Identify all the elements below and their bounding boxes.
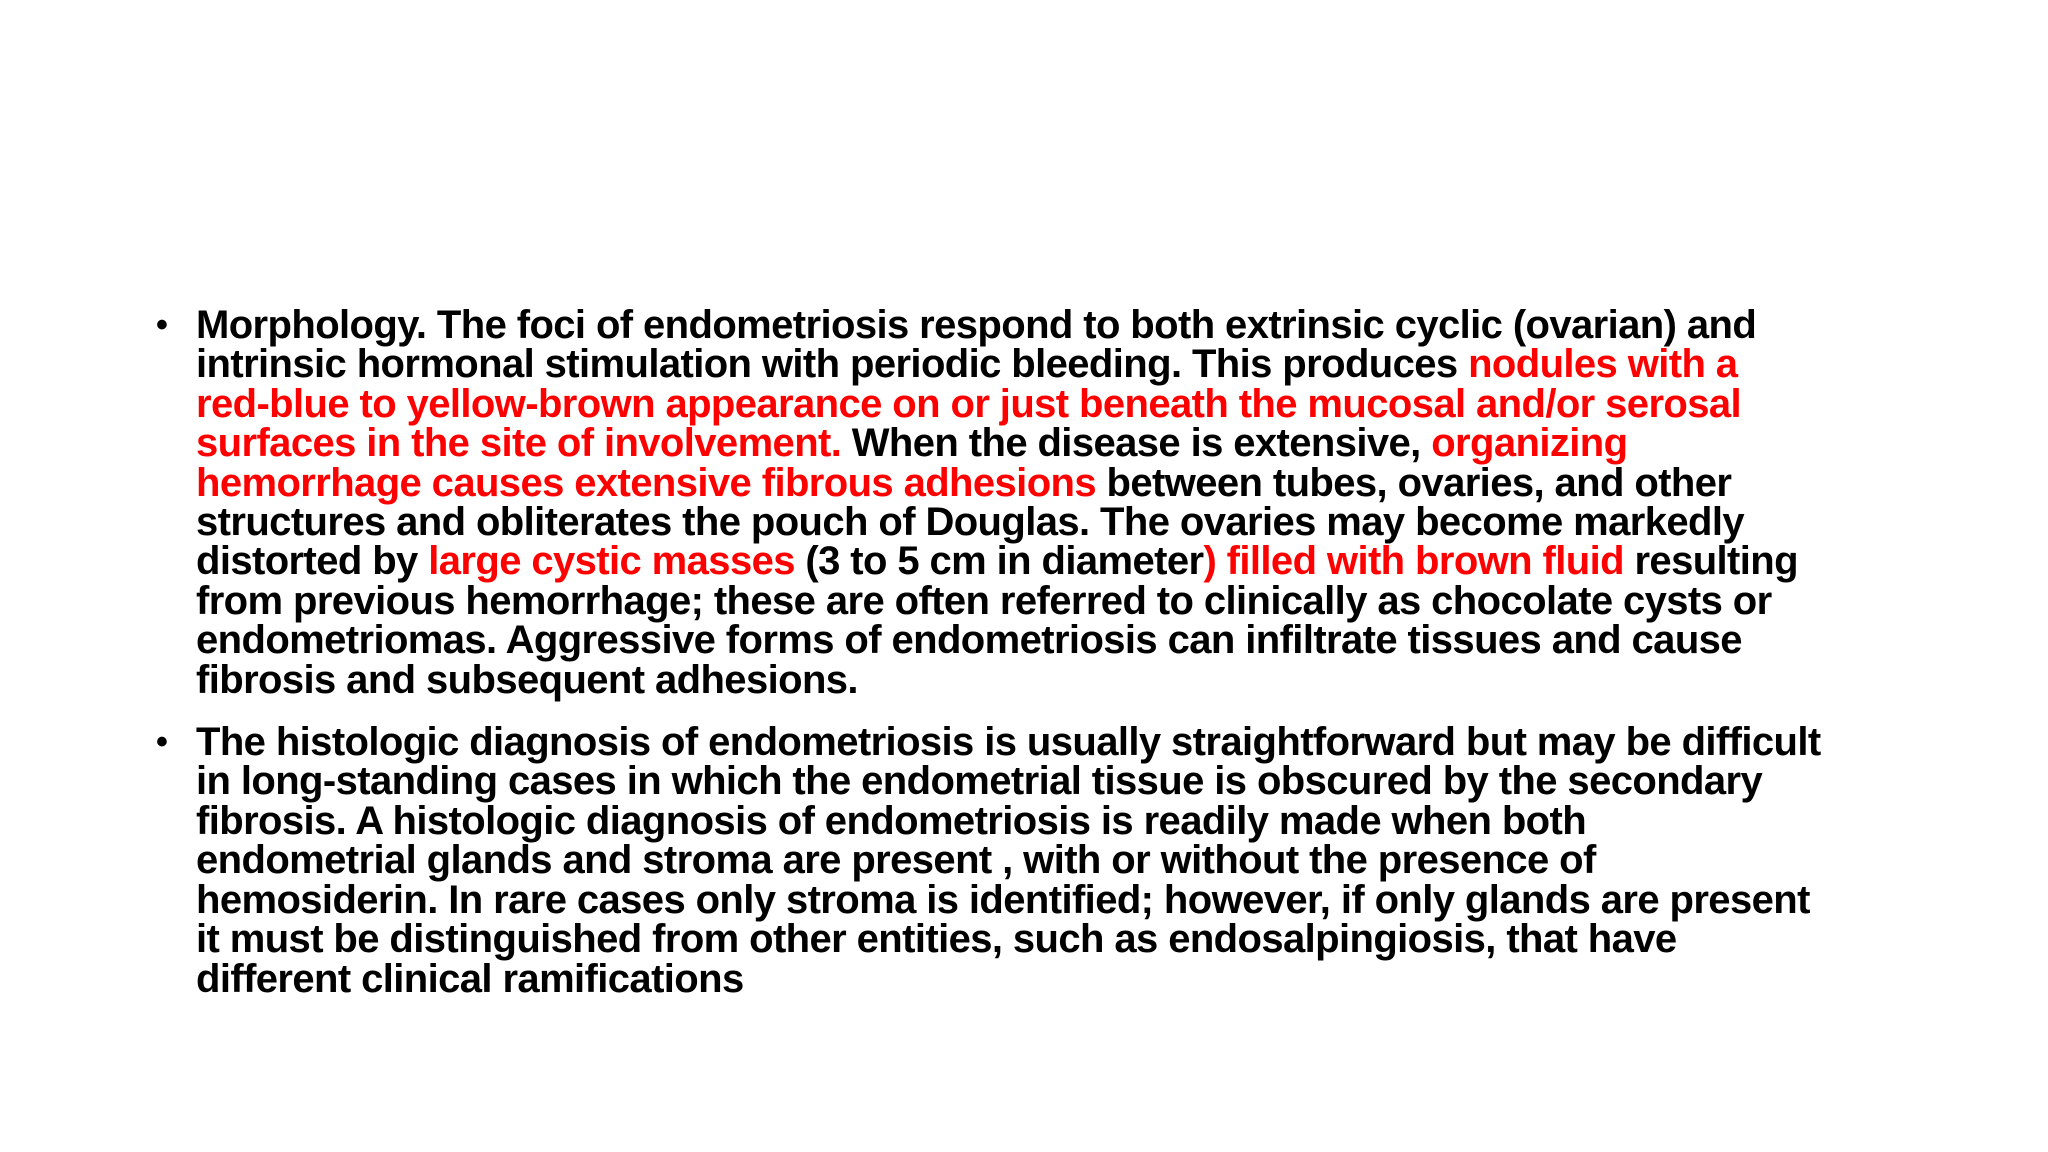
text-line — [196, 342, 1890, 387]
body-text: (3 to 5 cm in diameter — [794, 539, 1204, 584]
body-text: different clinical ramifications — [196, 956, 744, 1001]
text-line — [196, 381, 1890, 426]
body-text: intrinsic hormonal stimulation with periodic bleeding. This produces — [196, 342, 1469, 387]
text-line — [196, 657, 1890, 702]
highlighted-text: surfaces in the site of involvement. — [196, 421, 842, 466]
text-line — [196, 500, 1890, 545]
text-line — [196, 539, 1890, 584]
text-line — [196, 917, 1890, 962]
text-line — [196, 759, 1890, 804]
body-text: between tubes, ovaries, and other — [1096, 460, 1732, 505]
body-text: Morphology. The foci of endometriosis respond to both extrinsic cyclic (ovarian) and — [196, 303, 1757, 347]
body-text: endometrial glands and stroma are present , with or without the presence of — [196, 838, 1596, 883]
body-text: hemosiderin. In rare cases only stroma is identified; however, if only glands are present — [196, 877, 1810, 922]
text-line — [196, 956, 1890, 1001]
body-text: endometriomas. Aggressive forms of endometriosis can infiltrate tissues and cause — [196, 618, 1742, 663]
text-line — [196, 877, 1890, 922]
text-line — [196, 618, 1890, 663]
text-line — [196, 578, 1890, 623]
highlighted-text: ) filled with brown fluid — [1203, 539, 1624, 584]
body-text: structures and obliterates the pouch of Douglas. The ovaries may become markedly — [196, 500, 1745, 545]
highlighted-text: hemorrhage causes extensive fibrous adhesions — [196, 460, 1097, 505]
body-text: distorted by — [196, 539, 429, 584]
slide-body — [150, 303, 1890, 1022]
text-line — [196, 421, 1890, 466]
text-line — [196, 798, 1890, 843]
text-line — [196, 460, 1890, 505]
bullet-text — [196, 720, 1890, 1001]
text-line — [196, 720, 1890, 765]
body-text: The histologic diagnosis of endometriosis is usually straightforward but may be difficult — [196, 720, 1821, 765]
body-text: resulting — [1623, 539, 1798, 584]
body-text: fibrosis. A histologic diagnosis of endometriosis is readily made when both — [196, 798, 1587, 843]
bullet-dot-icon: • — [156, 306, 168, 344]
body-text: from previous hemorrhage; these are often referred to clinically as chocolate cysts or — [196, 578, 1772, 623]
body-text: When the disease is extensive, — [841, 421, 1432, 466]
highlighted-text: large cystic masses — [428, 539, 795, 584]
body-text: in long-standing cases in which the endometrial tissue is obscured by the secondary — [196, 759, 1763, 804]
bullet-dot-icon: • — [156, 723, 168, 762]
bullet-text — [196, 303, 1890, 702]
body-text: it must be distinguished from other entities, such as endosalpingiosis, that have — [196, 917, 1677, 962]
bullet-morphology — [150, 303, 1890, 702]
text-line — [196, 303, 1890, 347]
highlighted-text: organizing — [1431, 421, 1628, 466]
highlighted-text: nodules with a — [1468, 342, 1738, 387]
highlighted-text: red-blue to yellow-brown appearance on or just beneath the mucosal and/or serosal — [196, 381, 1742, 426]
text-line — [196, 838, 1890, 883]
bullet-histologic-diagnosis — [150, 720, 1890, 1001]
body-text: fibrosis and subsequent adhesions. — [196, 657, 858, 702]
